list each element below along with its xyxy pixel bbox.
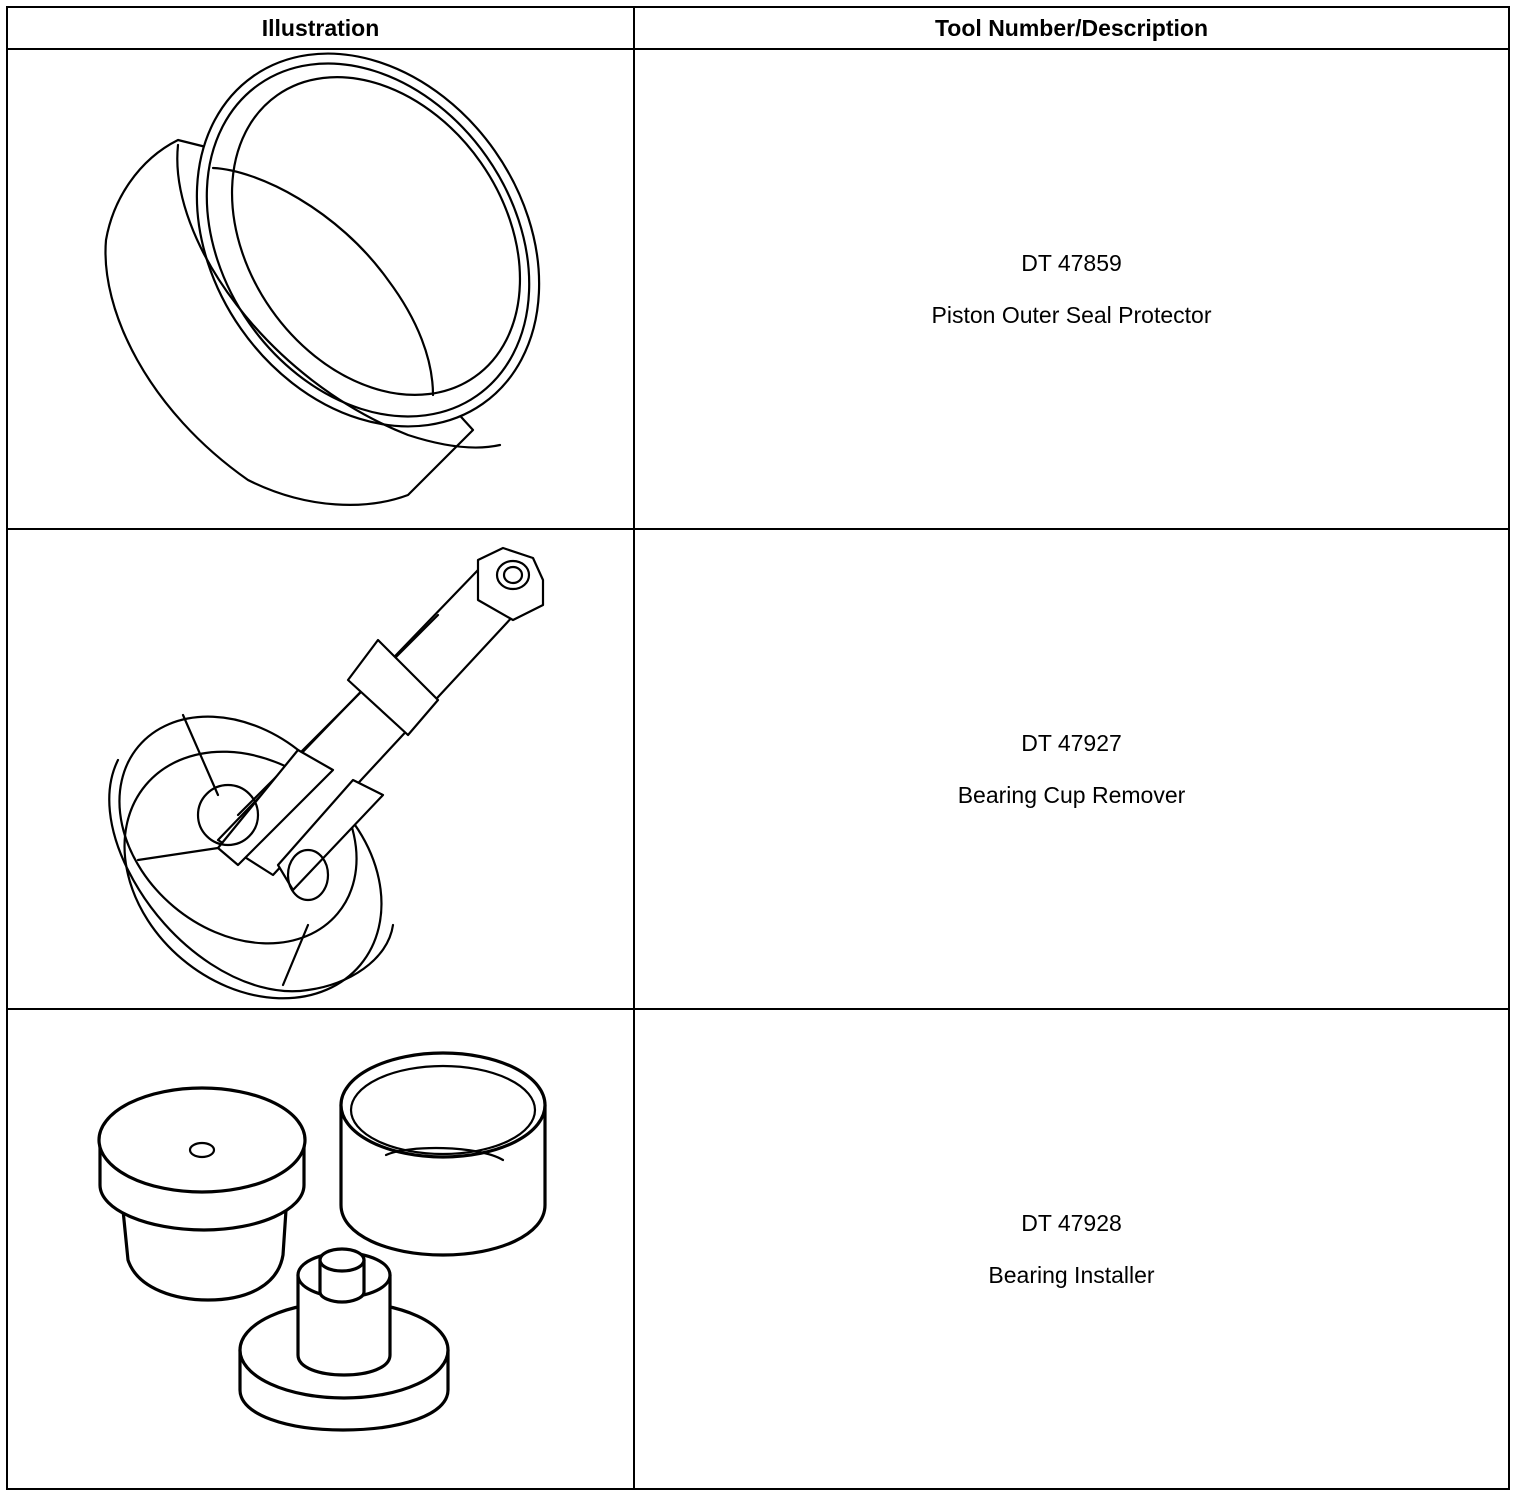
description-cell: [634, 1009, 1509, 1489]
illustration-header: Illustration: [7, 7, 634, 49]
illustration-cell: [7, 49, 634, 529]
bearing-installer-drawing: [8, 1010, 635, 1488]
seal-protector-drawing: [8, 50, 635, 528]
table-row: [7, 1009, 1509, 1489]
description-cell: [634, 49, 1509, 529]
table-header-row: [7, 7, 1509, 49]
tool-number: DT 47859: [1021, 249, 1122, 276]
special-tools-table: [6, 6, 1510, 1490]
tool-name: Bearing Cup Remover: [957, 781, 1186, 808]
tool-description-header: Tool Number/Description: [634, 7, 1509, 49]
illustration-cell: [7, 1009, 634, 1489]
tool-name: Bearing Installer: [988, 1261, 1155, 1288]
table-row: [7, 49, 1509, 529]
table-row: [7, 529, 1509, 1009]
tool-name: Piston Outer Seal Protector: [931, 301, 1212, 328]
illustration-cell: [7, 529, 634, 1009]
description-cell: [634, 529, 1509, 1009]
bearing-cup-remover-drawing: [8, 530, 635, 1008]
tool-number: DT 47928: [1021, 1209, 1122, 1236]
tool-number: DT 47927: [1021, 729, 1122, 756]
